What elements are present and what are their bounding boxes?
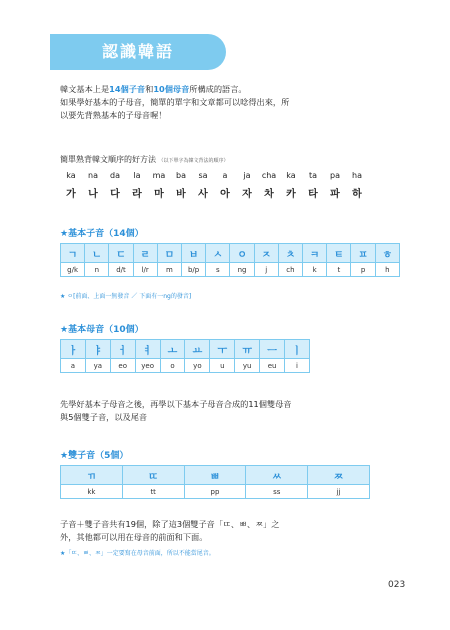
vowel-letter: ㅗ — [160, 340, 185, 359]
consonant-sound: l/r — [133, 263, 157, 277]
romanization-item: ta — [308, 171, 318, 180]
consonant-sound: s — [206, 263, 230, 277]
middle-line-2: 與5個雙子音，以及尾音 — [60, 412, 148, 422]
consonant-sound: h — [375, 263, 399, 277]
hangul-syllable: 하 — [352, 189, 362, 200]
hangul-syllable: 카 — [286, 189, 296, 200]
vowels-header: ★基本母音（10個） — [60, 325, 144, 335]
intro-line-2: 如果學好基本的子母音，簡單的單字和文章都可以唸得出來，所 — [60, 97, 290, 107]
consonant-sound: k — [303, 263, 327, 277]
consonants-header: ★基本子音（14個） — [60, 229, 144, 239]
consonant-sound: m — [157, 263, 181, 277]
consonant-note: ★ ㅇ[前面、上面一無發音 ／ 下面有一ng的發音] — [60, 293, 192, 300]
vowel-sound: yu — [235, 359, 260, 373]
tip-note: （以下單字為韓文背法的順序） — [158, 158, 229, 164]
consonant-letter: ㅁ — [157, 244, 181, 263]
vowel-sound: u — [210, 359, 235, 373]
romanization-item: ma — [152, 171, 166, 180]
romanization-item: ka — [66, 171, 76, 180]
vowel-letter: ㅠ — [235, 340, 260, 359]
hangul-syllable: 차 — [264, 189, 274, 200]
vowel-letters-row — [61, 340, 310, 359]
consonant-letter: ㅈ — [254, 244, 278, 263]
romanization-item: ja — [243, 171, 251, 180]
consonant-letter: ㅂ — [182, 244, 206, 263]
hangul-syllable: 사 — [198, 189, 208, 200]
highlight-vowel-count: 10個母音 — [153, 84, 190, 94]
page-number: 023 — [388, 580, 406, 590]
romanization-row — [60, 171, 380, 183]
consonant-sound: p — [351, 263, 375, 277]
vowel-sound: a — [61, 359, 86, 373]
double-sound: kk — [61, 485, 123, 499]
intro-line-3: 以要先背熟基本的子母音喔！ — [60, 110, 167, 120]
consonant-sound: ch — [278, 263, 302, 277]
romanization-item: da — [110, 171, 120, 180]
double-letter: ㄲ — [61, 466, 123, 485]
consonant-letters-row — [61, 244, 400, 263]
consonant-sound: ng — [230, 263, 254, 277]
hangul-syllable: 가 — [66, 189, 76, 200]
consonant-sound: d/t — [109, 263, 133, 277]
vowel-sound: i — [285, 359, 310, 373]
double-letter: ㄸ — [122, 466, 184, 485]
outro-paragraph — [60, 518, 400, 544]
vowel-letter: ㅣ — [285, 340, 310, 359]
consonant-letter: ㄹ — [133, 244, 157, 263]
double-consonants-header: ★雙子音（5個） — [60, 451, 129, 461]
romanization-item: na — [88, 171, 98, 180]
hangul-syllable: 파 — [330, 189, 340, 200]
vowels-table — [60, 339, 310, 373]
page-title: 認識韓語 — [101, 42, 174, 61]
tip-line — [60, 153, 400, 168]
romanization-item: la — [133, 171, 141, 180]
double-consonants-table — [60, 465, 370, 499]
consonant-letter: ㅇ — [230, 244, 254, 263]
vowel-sound: o — [160, 359, 185, 373]
vowel-letter: ㅕ — [135, 340, 160, 359]
double-sound: pp — [184, 485, 246, 499]
vowel-sound: yo — [185, 359, 210, 373]
double-letter: ㅆ — [246, 466, 308, 485]
intro-line-1 — [60, 83, 400, 96]
vowel-sound: ya — [85, 359, 110, 373]
consonant-sound: j — [254, 263, 278, 277]
romanization-item: ba — [176, 171, 186, 180]
vowel-letter: ㅑ — [85, 340, 110, 359]
consonants-table — [60, 243, 400, 277]
double-sound: tt — [122, 485, 184, 499]
romanization-item: pa — [330, 171, 340, 180]
middle-line-1: 先學好基本子母音之後，再學以下基本子母音合成的11個雙母音 — [60, 399, 292, 409]
double-sound: ss — [246, 485, 308, 499]
consonant-letter: ㄱ — [61, 244, 85, 263]
romanization-item: ka — [286, 171, 296, 180]
double-letter: ㅃ — [184, 466, 246, 485]
intro-text-c: 所構成的語言。 — [189, 84, 247, 94]
vowel-letter: ㅡ — [260, 340, 285, 359]
double-letter: ㅉ — [308, 466, 370, 485]
romanization-item: sa — [198, 171, 208, 180]
double-letters-row — [61, 466, 370, 485]
consonant-sound: n — [85, 263, 109, 277]
hangul-syllable: 자 — [242, 189, 252, 200]
consonant-letter: ㄴ — [85, 244, 109, 263]
outro-line-2: 外，其他都可以用在母音的前面和下面。 — [60, 532, 208, 542]
consonant-sound: g/k — [61, 263, 85, 277]
middle-paragraph — [60, 398, 400, 424]
outro-line-1: 子音＋雙子音共有19個，除了這3個雙子音「ㄸ、ㅃ、ㅉ」之 — [60, 519, 280, 529]
hangul-syllable: 아 — [220, 189, 230, 200]
double-sounds-row — [61, 485, 370, 499]
romanization-item: cha — [261, 171, 277, 180]
title-banner — [50, 34, 226, 70]
hangul-syllable: 마 — [154, 189, 164, 200]
consonant-sounds-row — [61, 263, 400, 277]
vowel-letter: ㅓ — [110, 340, 135, 359]
consonant-sound: t — [327, 263, 351, 277]
vowel-sound: eu — [260, 359, 285, 373]
hangul-sequence-row — [60, 185, 380, 199]
hangul-syllable: 라 — [132, 189, 142, 200]
outro-note: ★「ㄸ、ㅃ、ㅉ」一定要寫在母音前面，所以不能當尾音。 — [60, 550, 215, 557]
vowel-letter: ㅛ — [185, 340, 210, 359]
vowel-sound: yeo — [135, 359, 160, 373]
consonant-letter: ㅎ — [375, 244, 399, 263]
consonant-letter: ㅋ — [303, 244, 327, 263]
intro-text-b: 和 — [145, 84, 154, 94]
hangul-syllable: 타 — [308, 189, 318, 200]
consonant-letter: ㅌ — [327, 244, 351, 263]
intro-text-a: 韓文基本上是 — [60, 84, 110, 94]
consonant-sound: b/p — [182, 263, 206, 277]
tip-text: 簡單熟背韓文順序的好方法 — [60, 155, 156, 164]
double-sound: jj — [308, 485, 370, 499]
vowel-letter: ㅜ — [210, 340, 235, 359]
hangul-syllable: 다 — [110, 189, 120, 200]
vowel-sound: eo — [110, 359, 135, 373]
hangul-syllable: 나 — [88, 189, 98, 200]
consonant-letter: ㄷ — [109, 244, 133, 263]
consonant-letter: ㅅ — [206, 244, 230, 263]
consonant-letter: ㅍ — [351, 244, 375, 263]
consonant-letter: ㅊ — [278, 244, 302, 263]
highlight-consonant-count: 14個子音 — [109, 84, 146, 94]
romanization-item: ha — [352, 171, 362, 180]
vowel-sounds-row — [61, 359, 310, 373]
intro-paragraph — [60, 83, 400, 122]
romanization-item: a — [222, 171, 228, 180]
vowel-letter: ㅏ — [61, 340, 86, 359]
hangul-syllable: 바 — [176, 189, 186, 200]
